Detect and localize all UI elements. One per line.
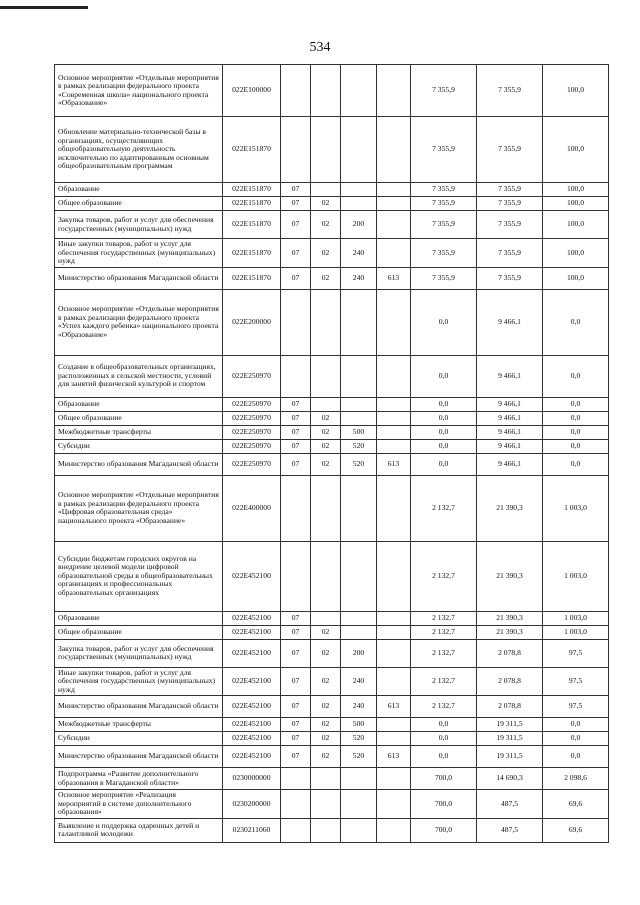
cell-v1: 7 355,9 [411, 211, 477, 239]
cell-v1: 7 355,9 [411, 183, 477, 197]
cell-v3: 100,0 [543, 117, 609, 183]
cell-code: 022E400000 [223, 475, 281, 541]
cell-rz: 07 [281, 197, 311, 211]
cell-code: 0230200000 [223, 790, 281, 819]
cell-code: 022E250970 [223, 439, 281, 453]
cell-v3: 97,5 [543, 696, 609, 718]
cell-name: Общее образование [55, 625, 223, 639]
cell-name: Образование [55, 183, 223, 197]
cell-vr: 240 [341, 696, 377, 718]
cell-code: 022E452100 [223, 625, 281, 639]
cell-pr: 02 [311, 696, 341, 718]
cell-rz: 07 [281, 639, 311, 667]
cell-pr [311, 355, 341, 397]
cell-v2: 9 466,1 [477, 355, 543, 397]
table-row [55, 732, 609, 746]
cell-v2: 7 355,9 [477, 239, 543, 268]
table-row [55, 667, 609, 696]
cell-v2: 7 355,9 [477, 197, 543, 211]
table-row [55, 611, 609, 625]
cell-gr [377, 397, 411, 411]
cell-rz [281, 65, 311, 117]
cell-v1: 0,0 [411, 746, 477, 768]
cell-v2: 9 466,1 [477, 425, 543, 439]
cell-gr [377, 667, 411, 696]
cell-v3: 0,0 [543, 397, 609, 411]
cell-code: 022E151870 [223, 267, 281, 289]
cell-vr: 240 [341, 267, 377, 289]
cell-v3: 0,0 [543, 453, 609, 475]
cell-v3: 0,0 [543, 355, 609, 397]
table-row [55, 790, 609, 819]
cell-v2: 21 390,3 [477, 475, 543, 541]
cell-v3: 0,0 [543, 718, 609, 732]
cell-vr: 240 [341, 667, 377, 696]
table-row [55, 197, 609, 211]
cell-rz: 07 [281, 696, 311, 718]
cell-v1: 0,0 [411, 732, 477, 746]
cell-vr [341, 183, 377, 197]
cell-name: Иные закупки товаров, работ и услуг для обеспечения государственных (муниципальных) нужд [55, 667, 223, 696]
table-row [55, 239, 609, 268]
cell-gr [377, 117, 411, 183]
cell-v2: 2 078,8 [477, 667, 543, 696]
cell-gr [377, 625, 411, 639]
cell-pr [311, 818, 341, 842]
cell-gr [377, 183, 411, 197]
cell-code: 022E250970 [223, 453, 281, 475]
cell-gr [377, 289, 411, 355]
cell-code: 022E452100 [223, 611, 281, 625]
cell-vr [341, 818, 377, 842]
cell-rz: 07 [281, 625, 311, 639]
cell-v2: 19 311,5 [477, 732, 543, 746]
cell-gr [377, 732, 411, 746]
cell-v3: 0,0 [543, 746, 609, 768]
cell-vr [341, 355, 377, 397]
table-row [55, 696, 609, 718]
cell-code: 022E200000 [223, 289, 281, 355]
cell-name: Субсидии [55, 439, 223, 453]
cell-pr: 02 [311, 197, 341, 211]
cell-pr: 02 [311, 732, 341, 746]
cell-name: Создание в общеобразовательных организациях, расположенных в сельской местности, условий для занятий физической культурой и спортом [55, 355, 223, 397]
cell-code: 022E151870 [223, 239, 281, 268]
cell-name: Выявление и поддержка одаренных детей и талантливой молодежи [55, 818, 223, 842]
cell-v1: 7 355,9 [411, 197, 477, 211]
cell-code: 022E151870 [223, 183, 281, 197]
cell-gr [377, 718, 411, 732]
cell-v1: 0,0 [411, 425, 477, 439]
cell-v2: 19 311,5 [477, 746, 543, 768]
cell-v3: 1 003,0 [543, 611, 609, 625]
cell-pr [311, 183, 341, 197]
cell-gr [377, 639, 411, 667]
cell-v2: 7 355,9 [477, 117, 543, 183]
budget-table [54, 64, 609, 843]
cell-code: 022E250970 [223, 425, 281, 439]
cell-v1: 2 132,7 [411, 625, 477, 639]
table-row [55, 65, 609, 117]
cell-vr: 520 [341, 732, 377, 746]
cell-vr [341, 397, 377, 411]
cell-gr: 613 [377, 696, 411, 718]
cell-v1: 2 132,7 [411, 667, 477, 696]
cell-v1: 700,0 [411, 818, 477, 842]
cell-gr [377, 439, 411, 453]
cell-rz: 07 [281, 611, 311, 625]
cell-v2: 9 466,1 [477, 411, 543, 425]
table-row [55, 746, 609, 768]
cell-gr [377, 425, 411, 439]
cell-v1: 0,0 [411, 355, 477, 397]
cell-code: 0230211060 [223, 818, 281, 842]
cell-v3: 0,0 [543, 732, 609, 746]
cell-code: 022E151870 [223, 197, 281, 211]
cell-v1: 2 132,7 [411, 639, 477, 667]
cell-pr: 02 [311, 425, 341, 439]
cell-code: 022E250970 [223, 397, 281, 411]
cell-pr [311, 768, 341, 790]
cell-v3: 69,6 [543, 790, 609, 819]
cell-vr: 500 [341, 425, 377, 439]
cell-v2: 7 355,9 [477, 183, 543, 197]
cell-vr [341, 611, 377, 625]
cell-rz [281, 790, 311, 819]
cell-rz: 07 [281, 211, 311, 239]
cell-vr [341, 197, 377, 211]
table-row [55, 768, 609, 790]
cell-rz: 07 [281, 425, 311, 439]
cell-pr: 02 [311, 411, 341, 425]
cell-code: 022E100000 [223, 65, 281, 117]
cell-code: 022E151870 [223, 117, 281, 183]
cell-v1: 2 132,7 [411, 475, 477, 541]
cell-v2: 2 078,8 [477, 696, 543, 718]
cell-vr [341, 541, 377, 611]
cell-code: 022E452100 [223, 667, 281, 696]
cell-v3: 100,0 [543, 183, 609, 197]
cell-gr [377, 475, 411, 541]
table-row [55, 718, 609, 732]
cell-vr [341, 475, 377, 541]
cell-rz: 07 [281, 411, 311, 425]
cell-pr [311, 611, 341, 625]
cell-pr: 02 [311, 667, 341, 696]
cell-pr: 02 [311, 439, 341, 453]
table-row [55, 639, 609, 667]
cell-v3: 0,0 [543, 425, 609, 439]
table-row [55, 541, 609, 611]
cell-name: Основное мероприятие «Отдельные мероприятия в рамках реализации федерального проекта «Современная школа» национального проекта «Образование» [55, 65, 223, 117]
cell-v1: 0,0 [411, 453, 477, 475]
cell-v2: 487,5 [477, 818, 543, 842]
table-row [55, 411, 609, 425]
cell-v3: 0,0 [543, 289, 609, 355]
cell-pr: 02 [311, 718, 341, 732]
cell-rz: 07 [281, 439, 311, 453]
cell-vr [341, 117, 377, 183]
cell-vr: 200 [341, 211, 377, 239]
cell-v3: 1 003,0 [543, 541, 609, 611]
table-row [55, 267, 609, 289]
cell-vr [341, 289, 377, 355]
cell-name: Субсидии [55, 732, 223, 746]
cell-v3: 69,6 [543, 818, 609, 842]
cell-code: 0230000000 [223, 768, 281, 790]
cell-v2: 9 466,1 [477, 453, 543, 475]
cell-vr [341, 65, 377, 117]
cell-vr: 200 [341, 639, 377, 667]
table-row [55, 818, 609, 842]
table-body [55, 65, 609, 843]
cell-v2: 9 466,1 [477, 289, 543, 355]
cell-pr [311, 790, 341, 819]
cell-pr [311, 475, 341, 541]
cell-name: Межбюджетные трансферты [55, 718, 223, 732]
cell-gr: 613 [377, 267, 411, 289]
cell-gr [377, 818, 411, 842]
cell-pr: 02 [311, 625, 341, 639]
cell-v3: 1 003,0 [543, 475, 609, 541]
cell-v3: 97,5 [543, 639, 609, 667]
cell-v3: 100,0 [543, 211, 609, 239]
cell-name: Министерство образования Магаданской области [55, 696, 223, 718]
cell-name: Иные закупки товаров, работ и услуг для обеспечения государственных (муниципальных) нужд [55, 239, 223, 268]
cell-gr [377, 611, 411, 625]
cell-gr [377, 197, 411, 211]
cell-v3: 0,0 [543, 411, 609, 425]
cell-gr [377, 541, 411, 611]
cell-pr [311, 65, 341, 117]
cell-pr: 02 [311, 239, 341, 268]
cell-v3: 2 098,6 [543, 768, 609, 790]
cell-gr: 613 [377, 453, 411, 475]
cell-name: Закупка товаров, работ и услуг для обеспечения государственных (муниципальных) нужд [55, 211, 223, 239]
cell-gr [377, 411, 411, 425]
cell-v2: 2 078,8 [477, 639, 543, 667]
table-row [55, 211, 609, 239]
cell-code: 022E250970 [223, 355, 281, 397]
table-row [55, 453, 609, 475]
cell-v2: 7 355,9 [477, 211, 543, 239]
cell-name: Общее образование [55, 411, 223, 425]
cell-code: 022E452100 [223, 541, 281, 611]
cell-rz: 07 [281, 267, 311, 289]
cell-name: Основное мероприятие «Отдельные мероприятия в рамках реализации федерального проекта «Цифровая образовательная среда» национального проекта «Образование» [55, 475, 223, 541]
cell-rz [281, 818, 311, 842]
cell-name: Министерство образования Магаданской области [55, 746, 223, 768]
table-row [55, 355, 609, 397]
top-rule [0, 6, 88, 9]
table-row [55, 183, 609, 197]
cell-v3: 100,0 [543, 267, 609, 289]
cell-v1: 7 355,9 [411, 65, 477, 117]
cell-name: Субсидии бюджетам городских округов на внедрение целевой модели цифровой образовательной среды в общеобразовательных организациях и профессиональных образовательных организациях [55, 541, 223, 611]
table-row [55, 289, 609, 355]
cell-name: Министерство образования Магаданской области [55, 453, 223, 475]
cell-pr: 02 [311, 639, 341, 667]
cell-v1: 2 132,7 [411, 611, 477, 625]
cell-v1: 0,0 [411, 289, 477, 355]
table-row [55, 625, 609, 639]
cell-rz: 07 [281, 667, 311, 696]
cell-pr [311, 397, 341, 411]
cell-pr: 02 [311, 746, 341, 768]
cell-vr: 240 [341, 239, 377, 268]
cell-v1: 700,0 [411, 768, 477, 790]
cell-v1: 0,0 [411, 718, 477, 732]
cell-v1: 2 132,7 [411, 541, 477, 611]
cell-rz: 07 [281, 239, 311, 268]
cell-gr [377, 355, 411, 397]
cell-pr [311, 117, 341, 183]
cell-name: Межбюджетные трансферты [55, 425, 223, 439]
cell-v2: 9 466,1 [477, 439, 543, 453]
cell-v3: 100,0 [543, 239, 609, 268]
cell-name: Подпрограмма «Развитие дополнительного образования в Магаданской области» [55, 768, 223, 790]
cell-code: 022E452100 [223, 718, 281, 732]
cell-v1: 0,0 [411, 397, 477, 411]
cell-rz [281, 475, 311, 541]
cell-name: Образование [55, 611, 223, 625]
cell-gr [377, 65, 411, 117]
table-row [55, 439, 609, 453]
cell-rz: 07 [281, 718, 311, 732]
cell-name: Образование [55, 397, 223, 411]
cell-v2: 7 355,9 [477, 267, 543, 289]
cell-v3: 0,0 [543, 439, 609, 453]
cell-gr [377, 790, 411, 819]
cell-pr: 02 [311, 267, 341, 289]
table-row [55, 475, 609, 541]
cell-v1: 7 355,9 [411, 239, 477, 268]
cell-v1: 700,0 [411, 790, 477, 819]
cell-v3: 100,0 [543, 65, 609, 117]
cell-rz [281, 289, 311, 355]
table-row [55, 397, 609, 411]
cell-name: Министерство образования Магаданской области [55, 267, 223, 289]
cell-name: Основное мероприятие «Отдельные мероприятия в рамках реализации федерального проекта «Успех каждого ребенка» национального проекта «Образование» [55, 289, 223, 355]
cell-code: 022E452100 [223, 696, 281, 718]
cell-rz: 07 [281, 746, 311, 768]
cell-v3: 1 003,0 [543, 625, 609, 639]
cell-v3: 97,5 [543, 667, 609, 696]
cell-code: 022E452100 [223, 639, 281, 667]
cell-gr: 613 [377, 746, 411, 768]
cell-vr [341, 411, 377, 425]
cell-pr [311, 541, 341, 611]
cell-v2: 9 466,1 [477, 397, 543, 411]
cell-vr: 520 [341, 439, 377, 453]
page-number: 534 [309, 40, 331, 55]
cell-v2: 7 355,9 [477, 65, 543, 117]
cell-v1: 0,0 [411, 439, 477, 453]
cell-pr: 02 [311, 453, 341, 475]
cell-rz [281, 541, 311, 611]
table-row [55, 117, 609, 183]
cell-vr [341, 625, 377, 639]
cell-vr [341, 768, 377, 790]
table-row [55, 425, 609, 439]
cell-rz: 07 [281, 453, 311, 475]
cell-v2: 21 390,3 [477, 541, 543, 611]
cell-v1: 7 355,9 [411, 267, 477, 289]
cell-code: 022E250970 [223, 411, 281, 425]
cell-v1: 7 355,9 [411, 117, 477, 183]
cell-rz: 07 [281, 732, 311, 746]
cell-name: Закупка товаров, работ и услуг для обеспечения государственных (муниципальных) нужд [55, 639, 223, 667]
cell-v1: 2 132,7 [411, 696, 477, 718]
cell-vr: 520 [341, 453, 377, 475]
cell-vr: 500 [341, 718, 377, 732]
cell-name: Основное мероприятие «Реализация мероприятий в системе дополнительного образования» [55, 790, 223, 819]
cell-vr [341, 790, 377, 819]
cell-rz: 07 [281, 183, 311, 197]
cell-v2: 19 311,5 [477, 718, 543, 732]
cell-gr [377, 239, 411, 268]
cell-v1: 0,0 [411, 411, 477, 425]
cell-code: 022E151870 [223, 211, 281, 239]
cell-v2: 21 390,3 [477, 611, 543, 625]
cell-rz: 07 [281, 397, 311, 411]
cell-pr: 02 [311, 211, 341, 239]
cell-rz [281, 355, 311, 397]
cell-name: Общее образование [55, 197, 223, 211]
cell-v2: 14 690,3 [477, 768, 543, 790]
cell-v2: 21 390,3 [477, 625, 543, 639]
cell-gr [377, 211, 411, 239]
cell-name: Обновление материально-технической базы в организациях, осуществляющих общеобразовательную деятельность исключительно по адаптированным основным общеобразовательным программам [55, 117, 223, 183]
cell-code: 022E452100 [223, 746, 281, 768]
cell-rz [281, 117, 311, 183]
cell-rz [281, 768, 311, 790]
cell-v2: 487,5 [477, 790, 543, 819]
cell-gr [377, 768, 411, 790]
cell-code: 022E452100 [223, 732, 281, 746]
cell-vr: 520 [341, 746, 377, 768]
cell-pr [311, 289, 341, 355]
cell-v3: 100,0 [543, 197, 609, 211]
